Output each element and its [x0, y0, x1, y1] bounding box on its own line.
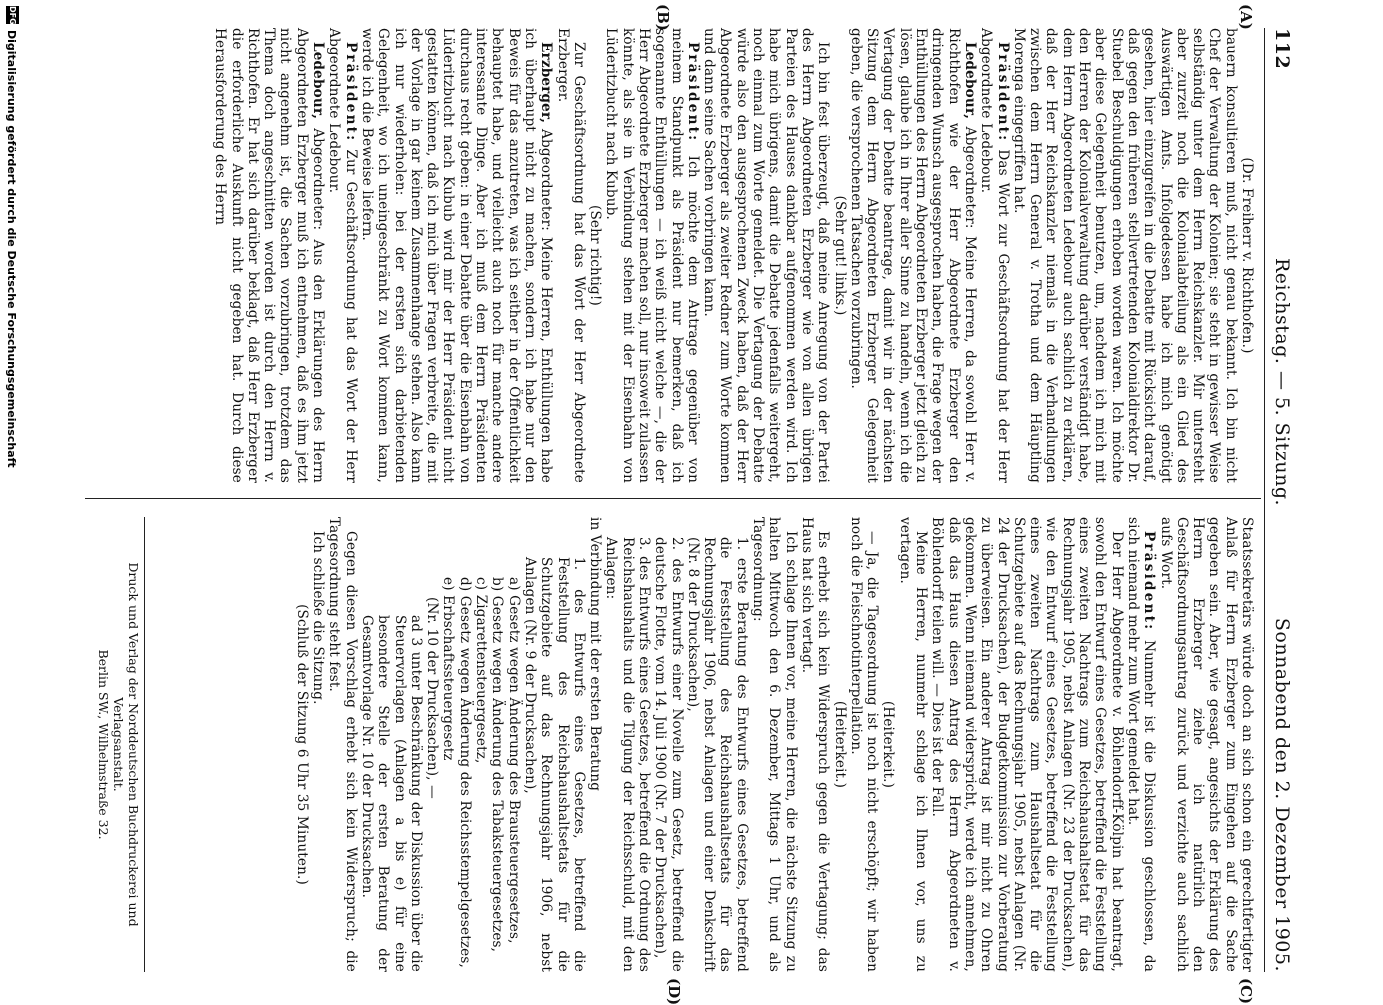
running-title: Reichstag. — 5. Sitzung.: [1271, 258, 1293, 507]
agenda-subitem: ad 3 unter Beschränkung der Diskussion über die Steuervorlagen (Anlagen a bis e) für eine besondere Stelle der ersten Beratung der Gesamtvorlage Nr. 10 der Drucksachen.: [358, 615, 424, 972]
funding-note: [0, 0, 22, 1000]
session-closing: (Schluß der Sitzung 6 Uhr 35 Minuten.): [293, 604, 310, 885]
speaker-name: Erzberger,: [538, 42, 555, 124]
dfg-logo-icon: DFG: [8, 6, 17, 25]
paragraph: [1011, 28, 1255, 483]
funding-text: Digitalisierung gefördert durch die Deutsche Forschungsgemeinschaft: [5, 30, 18, 468]
agenda-subitem: a) Gesetz wegen Änderung des Brausteuergesetzes,: [505, 577, 522, 944]
paragraph: [212, 28, 326, 483]
paragraph: [359, 28, 555, 483]
paragraph-text: Abgeordneter: Meine Herren, da sowohl Herr v. Richthofen wie der Herr Abgeordnete Erzberger den dringenden Wunsch ausgesprochen haben, die Frage wegen der Enthüllungen des Herrn Abgeordneten Erzberger jetzt gleich zu lösen, glaube ich in Ihrer aller Sinne zu handeln, wenn ich die Vertagung der Debatte beantrage, damit wir in der nächsten Sitzung dem Herrn Abgeordneten Erzberger Gelegenheit geben, die versprochenen Tatsachen vorzubringen.: [847, 28, 978, 483]
agenda-item: 3. des Entwurfs eines Gesetzes, betreffend die Ordnung des Reichshaushalts und die Tilgung der Reichsschuld, mit den Anlagen:: [603, 537, 653, 972]
paragraph: Meine Herren, nunmehr schlage ich Ihnen vor, uns zu vertagen.: [896, 517, 930, 972]
paragraph-text: Abgeordneter: Aus den Erklärungen des Herrn Abgeordneten Erzberger muß ich entnehmen, daß es ihm jetzt nicht angenehm ist, die Sachen vorzubringen, trotzdem das Thema doch angeschnitten worden ist durch den Herrn v. Richthofen. Er hat sich darüber beklagt, daß Herr Erzberger die erforderliche Auskunft nicht gegeben hat. Durch diese Herausforderung des Herrn: [212, 28, 327, 483]
page-number: 112: [1271, 28, 1293, 70]
paragraph: [1125, 517, 1158, 972]
paragraph-text: Ich möchte dem Antrage gegenüber von meinem Standpunkt als Präsident nur bemerken, daß ich sogenannte Enthüllungen — ich weiß nicht welche —, die der Herr Abgeordnete Erzberger machen soll, nur insoweit zulassen könnte, als sie in Verbindung stehen mit der Eisenbahn von Lüderitzbucht nach Kubub.: [603, 28, 701, 483]
paragraph-text: Abgeordneter: Meine Herren, Enthüllungen habe ich überhaupt nicht zu machen, sondern ich habe nur den Beweis für das anzutreten, was ich seither in der Öffentlichkeit behauptet habe, und vielleicht auch noch für manche andere interessante Dinge. Aber ich muß dem Herrn Präsidenten durchaus recht geben: in einer Debatte über die Eisenbahn von Lüderitzbucht nach Kubub wird mir der Herr Präsident nicht gestatten können, daß ich mich über Fragen verbreite, die mit der Vorlage in gar keinem Zusammenhange stehen. Also kann ich nur wiederholen: bei der ersten sich darbietenden Gelegenheit, wo ich uneingeschränkt zu Wort kommen kann, werde ich die Beweise liefern.: [358, 28, 555, 483]
reaction: (Sehr richtig!): [587, 205, 604, 306]
paragraph: [326, 28, 359, 483]
agenda-subitem: e) Erbschaftssteuergesetz: [440, 577, 457, 761]
agenda-note: in Verbindung mit der ersten Beratung: [587, 517, 604, 792]
margin-marker-b: (B): [654, 4, 672, 31]
agenda-item: 1. erste Beratung des Entwurfs eines Gesetzes, betreffend die Feststellung des Reichshaushaltsetats für das Rechnungsjahr 1906, nebst Anlagen und einer Denkschrift (Nr. 8 der Drucksachen),: [684, 537, 750, 972]
paragraph: Ich schlage Ihnen vor, meine Herren, die nächste Sitzung zu halten Mittwoch den 6. Dezember, Mittags 1 Uhr, und als Tagesordnung:: [750, 517, 799, 972]
paragraph: Es erhebt sich kein Widerspruch gegen die Vertagung; das Haus hat sich vertagt.: [798, 517, 832, 972]
paragraph-text: Zur Geschäftsordnung hat das Wort der Herr Abgeordnete Ledebour.: [326, 28, 359, 483]
column-divider: [85, 498, 1261, 499]
speaker-name: Ledebour,: [310, 42, 327, 120]
speaker-continuation: (Dr. Freiherr v. Richthofen.): [1239, 157, 1255, 354]
paragraph: — Ja, die Tagesordnung ist noch nicht erschöpft; wir haben noch die Fleischnotinterpellation.: [847, 517, 881, 972]
paragraph: [978, 28, 1011, 483]
paragraph: [848, 28, 978, 483]
reaction: (Sehr gut! links.): [831, 195, 848, 316]
reaction: (Heiterkeit.): [880, 700, 897, 789]
margin-marker-d: (D): [665, 978, 683, 1005]
agenda-subitem: d) Gesetz wegen Änderung des Reichsstempelgesetzes,: [456, 577, 473, 968]
agenda-subitem: b) Gesetz wegen Änderung des Tabaksteuergesetzes,: [489, 577, 506, 953]
speaker-name: Ledebour,: [961, 42, 978, 120]
agenda-subitem: (Nr. 10 der Drucksachen), —: [424, 597, 441, 799]
paragraph-text: Das Wort zur Geschäftsordnung hat der Herr Abgeordnete Ledebour.: [978, 28, 1011, 483]
imprint-line: Druck und Verlag der Norddeutschen Buchdruckerei und Verlagsanstalt.: [111, 562, 141, 927]
paragraph: Ich bin fest überzeugt, daß meine Anregung von der Partei des Herrn Abgeordneten Erzberger wie von allen übrigen Parteien des Hauses dankbar aufgenommen werden wird. Ich habe mich übrigens, damit die Debatte jedenfalls weitergeht, noch einmal zum Worte gemeldet. Die Vertagung der Debatte würde also den ausgesprochenen Zweck haben, daß der Herr Abgeordnete Erzberger als zweiter Redner zum Worte kommen und dann seine Sachen vorbringen kann.: [701, 28, 832, 483]
speaker-name: Präsident:: [1141, 531, 1158, 632]
paragraph: Staatssekretärs würde doch an sich schon ein gerechtfertigter Anlaß für Herrn Erzberger zum Eingehen auf die Sache gegeben sein. Aber, wie gesagt, angesichts der Erklärung des Herrn Erzberger ziehe ich natürlich den Geschäftsordnungsantrag zurück und verzichte auch sachlich aufs Wort.: [1157, 517, 1255, 972]
speaker-name: Präsident:: [684, 42, 701, 143]
paragraph: Ich schließe die Sitzung.: [310, 531, 327, 705]
paragraph: Gegen diesen Vorschlag erhebt sich kein Widerspruch; die Tagesordnung steht fest.: [326, 517, 359, 972]
session-date: Sonnabend den 2. Dezember 1905.: [1271, 617, 1293, 972]
paragraph-text: bauern konsultieren muß, nicht genau bekannt. Ich bin nicht Chef der Verwaltung der Kolonien; sie steht in gewisser Weise selbständig unter dem Herrn Reichskanzler. Mir untersteht aber zurzeit noch die Kolonialabteilung als ein Glied des Auswärtigen Amts. Infolgedessen habe ich mich genötigt gesehen, hier einzugreifen in die Debatte mit Rücksicht darauf, daß gegen den früheren stellvertretenden Kolonialdirektor Dr. Stuebel Beschuldigungen erhoben worden waren. Ich möchte aber diese Gelegenheit benutzen, um, nachdem ich mich mit den Herren der Kolonialverwaltung darüber verständigt habe, dem Herrn Abgeordneten Ledebour auch sachlich zu erklären, daß der Herr Reichskanzler niemals in die Verhandlungen zwischen dem Herrn General v. Trotha und dem Häuptling Morenga eingegriffen hat.: [1010, 28, 1239, 483]
document-page: [85, 4, 1295, 1005]
left-column: [212, 28, 1255, 483]
paragraph-text: Nunmehr ist die Diskussion geschlossen, da sich niemand mehr zum Wort gemeldet hat.: [1124, 517, 1158, 972]
imprint: [96, 517, 145, 972]
agenda-subitem: 1. des Entwurfs eines Gesetzes, betreffend die Feststellung des Reichshaushaltsetats für die Schutzgebiete auf das Rechnungsjahr 1906, nebst Anlagen (Nr. 9 der Drucksachen),: [521, 557, 587, 972]
reaction: (Heiterkeit.): [831, 700, 848, 789]
imprint-line: Berlin SW., Wilhelmstraße 32.: [96, 649, 111, 840]
page-header: [1264, 28, 1295, 972]
paragraph: Der Herr Abgeordnete v. Böhlendorff-Kölpin hat beantragt, sowohl den Entwurf eines Gesetzes, betreffend die Feststellung eines zweiten Nachtrags zum Reichshaushaltsetat für das Rechnungsjahr 1905, nebst Anlagen (Nr. 23 der Drucksachen), wie den Entwurf eines Gesetzes, betreffend die Feststellung eines zweiten Nachtrags zum Haushaltsetat für die Schutzgebiete auf das Rechnungsjahr 1905, nebst Anlagen (Nr. 24 der Drucksachen), der Budgetkommission zur Vorberatung zu überweisen. Ein anderer Antrag ist mir nicht zu Ohren gekommen. Wenn niemand widerspricht, werde ich annehmen, daß das Haus diesen Antrag des Herrn Abgeordneten v. Böhlendorff teilen will. — Dies ist der Fall.: [929, 517, 1125, 972]
agenda-item: 2. des Entwurfs einer Novelle zum Gesetz, betreffend die deutsche Flotte, vom 14. Juli 1900 (Nr. 7 der Drucksachen),: [652, 537, 685, 972]
margin-marker-a: (A): [1237, 4, 1255, 30]
agenda-subitem: c) Zigarettensteuergesetz,: [473, 577, 490, 764]
right-column: [293, 517, 1255, 972]
speaker-name: Präsident:: [342, 42, 359, 143]
margin-marker-c: (C): [1237, 978, 1255, 1005]
paragraph: Zur Geschäftsordnung hat das Wort der Herr Abgeordnete Erzberger.: [554, 28, 587, 483]
speaker-name: Präsident:: [994, 42, 1011, 143]
agenda-list: [359, 517, 750, 972]
paragraph: [603, 28, 701, 483]
